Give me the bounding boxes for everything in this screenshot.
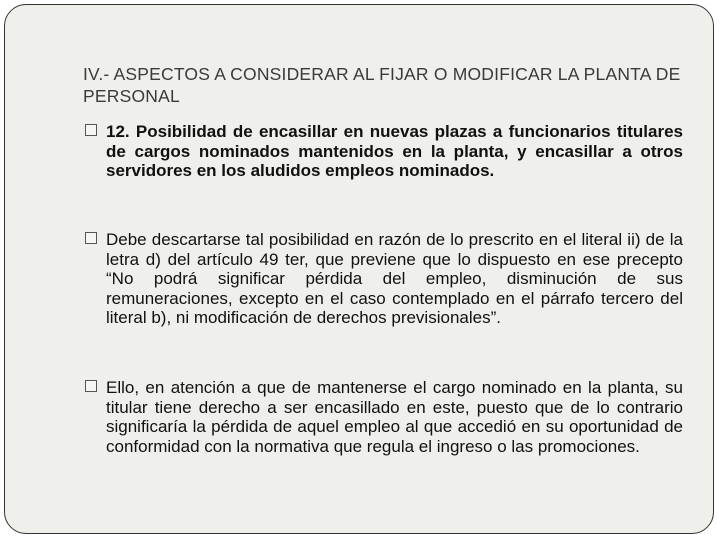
bullet-text: 12. Posibilidad de encasillar en nuevas plazas a funcionarios titulares de cargos nominados mantenidos en la planta, y encasillar a otros servidores en los aludidos empleos nominados. [106,122,683,180]
square-bullet-icon [85,380,97,392]
slide-title: IV.- ASPECTOS A CONSIDERAR AL FIJAR O MODIFICAR LA PLANTA DE PERSONAL [83,64,681,106]
bullet-text: Debe descartarse tal posibilidad en razón de lo prescrito en el literal ii) de la letra d) del artículo 49 ter, que previene que lo dispuesto en ese precepto “No podrá significar pérdida del empleo, disminución de sus remuneraciones, excepto en el caso contemplado en el párrafo tercero del literal b), ni modificación de derechos previsionales”. [106,230,683,327]
slide [4,4,714,534]
bullet-text: Ello, en atención a que de mantenerse el cargo nominado en la planta, su titular tiene derecho a ser encasillado en este, puesto que de lo contrario significaría la pérdida de aquel empleo al que accedió en su oportunidad de conformidad con la normativa que regula el ingreso o las promociones. [106,378,683,456]
square-bullet-icon [85,232,97,244]
bullet-item [85,122,683,181]
bullet-item [85,230,683,328]
bullet-item [85,378,683,456]
square-bullet-icon [85,124,97,136]
